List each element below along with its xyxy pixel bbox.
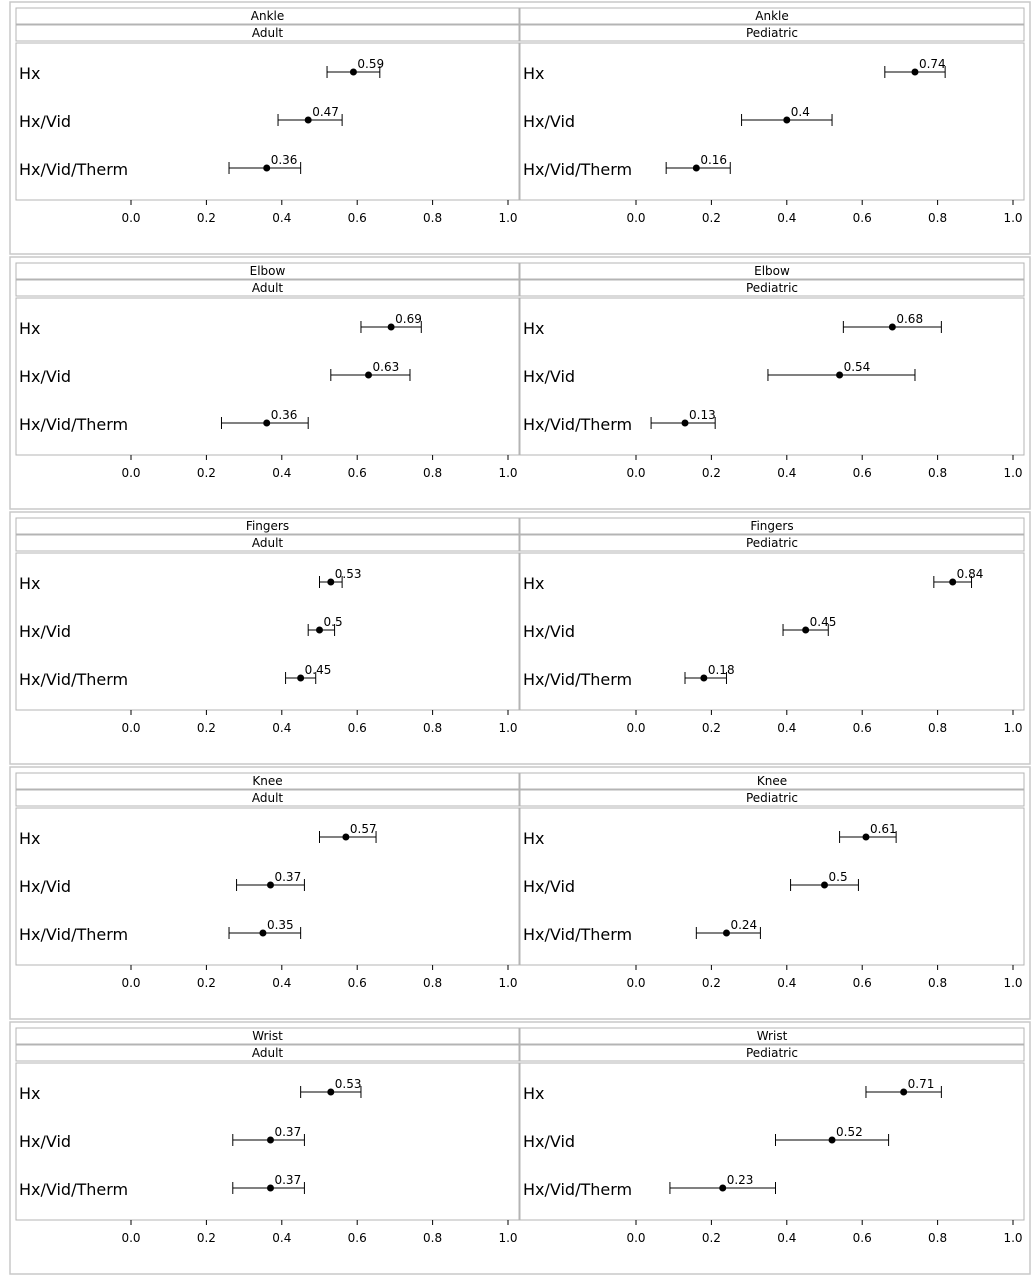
joint-header-label: Elbow — [249, 264, 286, 278]
group-header-label: Adult — [251, 26, 284, 40]
estimate-value-label: 0.37 — [274, 1173, 302, 1187]
x-tick-label: 0.4 — [272, 721, 292, 735]
row-label: Hx/Vid — [19, 877, 72, 896]
estimate-point — [862, 834, 869, 841]
x-tick-label: 0.6 — [852, 466, 872, 480]
x-tick-label: 0.4 — [272, 211, 292, 225]
row-label: Hx/Vid/Therm — [19, 1180, 129, 1199]
x-tick-label: 0.0 — [121, 721, 141, 735]
row-label: Hx/Vid — [19, 367, 72, 386]
x-tick-label: 0.2 — [196, 211, 216, 225]
x-tick-label: 0.8 — [928, 466, 948, 480]
x-tick-label: 0.6 — [347, 211, 367, 225]
estimate-point — [719, 1185, 726, 1192]
estimate-value-label: 0.37 — [274, 1125, 302, 1139]
estimate-point — [693, 165, 700, 172]
estimate-value-label: 0.45 — [304, 663, 332, 677]
x-tick-label: 0.8 — [928, 211, 948, 225]
group-header-label: Pediatric — [745, 281, 799, 295]
row-label: Hx — [19, 64, 41, 83]
x-tick-label: 0.6 — [852, 721, 872, 735]
x-tick-label: 0.8 — [423, 211, 443, 225]
x-tick-label: 0.8 — [423, 976, 443, 990]
estimate-value-label: 0.24 — [730, 918, 758, 932]
group-header-label: Adult — [251, 536, 284, 550]
x-tick-label: 0.8 — [928, 976, 948, 990]
joint-header-label: Wrist — [756, 1029, 788, 1043]
x-tick-label: 0.2 — [701, 721, 721, 735]
joint-header-label: Fingers — [750, 519, 794, 533]
estimate-value-label: 0.45 — [809, 615, 837, 629]
estimate-point — [388, 324, 395, 331]
x-tick-label: 0.8 — [928, 1231, 948, 1245]
row-label: Hx/Vid/Therm — [19, 160, 129, 179]
group-header-label: Pediatric — [745, 791, 799, 805]
x-tick-label: 1.0 — [498, 211, 518, 225]
x-tick-label: 1.0 — [498, 721, 518, 735]
estimate-point — [911, 69, 918, 76]
estimate-point — [327, 579, 334, 586]
estimate-point — [889, 324, 896, 331]
x-tick-label: 0.6 — [852, 976, 872, 990]
x-tick-label: 0.0 — [121, 976, 141, 990]
estimate-value-label: 0.16 — [700, 153, 728, 167]
x-tick-label: 0.2 — [196, 976, 216, 990]
estimate-value-label: 0.5 — [323, 615, 343, 629]
x-tick-label: 0.6 — [347, 466, 367, 480]
joint-header-label: Knee — [756, 774, 788, 788]
estimate-point — [723, 930, 730, 937]
group-header-label: Pediatric — [745, 536, 799, 550]
row-label: Hx/Vid/Therm — [19, 925, 129, 944]
panel-wrist — [10, 1022, 1030, 1274]
estimate-value-label: 0.5 — [828, 870, 848, 884]
x-tick-label: 0.4 — [777, 466, 797, 480]
row-label: Hx/Vid — [19, 1132, 72, 1151]
estimate-value-label: 0.35 — [266, 918, 294, 932]
estimate-value-label: 0.54 — [843, 360, 871, 374]
estimate-point — [682, 420, 689, 427]
estimate-point — [900, 1089, 907, 1096]
estimate-point — [836, 372, 843, 379]
estimate-value-label: 0.84 — [956, 567, 984, 581]
row-label: Hx — [523, 64, 545, 83]
estimate-value-label: 0.18 — [707, 663, 735, 677]
panel-elbow — [10, 257, 1030, 509]
estimate-point — [829, 1137, 836, 1144]
panel-fingers — [10, 512, 1030, 764]
estimate-value-label: 0.47 — [312, 105, 339, 119]
x-tick-label: 0.8 — [423, 721, 443, 735]
estimate-point — [267, 1137, 274, 1144]
row-label: Hx/Vid — [19, 112, 72, 131]
joint-header-label: Elbow — [754, 264, 790, 278]
x-tick-label: 0.6 — [852, 1231, 872, 1245]
estimate-value-label: 0.71 — [907, 1077, 935, 1091]
row-label: Hx — [19, 574, 41, 593]
group-header-label: Adult — [251, 791, 284, 805]
x-tick-label: 0.0 — [626, 466, 646, 480]
estimate-point — [327, 1089, 334, 1096]
row-label: Hx/Vid/Therm — [523, 925, 633, 944]
joint-header-label: Fingers — [245, 519, 290, 533]
estimate-value-label: 0.74 — [918, 57, 946, 71]
x-tick-label: 0.2 — [701, 466, 721, 480]
x-tick-label: 1.0 — [498, 1231, 518, 1245]
estimate-value-label: 0.53 — [334, 1077, 362, 1091]
estimate-value-label: 0.61 — [869, 822, 897, 836]
x-tick-label: 0.2 — [701, 976, 721, 990]
estimate-point — [267, 882, 274, 889]
joint-header-label: Wrist — [252, 1029, 283, 1043]
x-tick-label: 0.8 — [423, 466, 443, 480]
x-tick-label: 0.6 — [347, 976, 367, 990]
row-label: Hx/Vid — [523, 622, 576, 641]
estimate-point — [350, 69, 357, 76]
x-tick-label: 0.4 — [777, 211, 797, 225]
group-header-label: Adult — [251, 281, 284, 295]
x-tick-label: 0.4 — [272, 976, 292, 990]
x-tick-label: 0.0 — [626, 1231, 646, 1245]
panel-knee — [10, 767, 1030, 1019]
row-label: Hx/Vid/Therm — [19, 415, 129, 434]
estimate-value-label: 0.36 — [270, 153, 298, 167]
estimate-value-label: 0.63 — [372, 360, 400, 374]
estimate-point — [365, 372, 372, 379]
estimate-value-label: 0.59 — [357, 57, 385, 71]
estimate-value-label: 0.69 — [395, 312, 422, 326]
x-tick-label: 0.0 — [626, 721, 646, 735]
row-label: Hx — [523, 829, 545, 848]
x-tick-label: 0.8 — [928, 721, 948, 735]
estimate-point — [342, 834, 349, 841]
estimate-value-label: 0.53 — [334, 567, 362, 581]
x-tick-label: 1.0 — [1003, 721, 1023, 735]
x-tick-label: 0.0 — [121, 466, 141, 480]
x-tick-label: 0.0 — [626, 976, 646, 990]
estimate-value-label: 0.68 — [896, 312, 924, 326]
estimate-value-label: 0.13 — [689, 408, 716, 422]
estimate-point — [316, 627, 323, 634]
x-tick-label: 0.6 — [347, 1231, 367, 1245]
estimate-point — [783, 117, 790, 124]
estimate-value-label: 0.37 — [274, 870, 302, 884]
row-label: Hx — [19, 1084, 41, 1103]
row-label: Hx/Vid — [523, 1132, 576, 1151]
row-label: Hx — [523, 319, 545, 338]
x-tick-label: 1.0 — [1003, 1231, 1023, 1245]
group-header-label: Pediatric — [745, 26, 799, 40]
x-tick-label: 1.0 — [498, 466, 518, 480]
x-tick-label: 0.0 — [121, 211, 141, 225]
x-tick-label: 0.0 — [626, 211, 646, 225]
row-label: Hx — [19, 829, 41, 848]
x-tick-label: 0.6 — [347, 721, 367, 735]
estimate-point — [263, 165, 270, 172]
joint-header-label: Ankle — [755, 9, 789, 23]
estimate-point — [821, 882, 828, 889]
estimate-point — [267, 1185, 274, 1192]
panel-ankle — [10, 2, 1030, 254]
row-label: Hx/Vid/Therm — [19, 670, 129, 689]
x-tick-label: 0.0 — [121, 1231, 141, 1245]
row-label: Hx/Vid/Therm — [523, 1180, 633, 1199]
estimate-point — [949, 579, 956, 586]
x-tick-label: 1.0 — [1003, 976, 1023, 990]
x-tick-label: 0.2 — [701, 1231, 721, 1245]
x-tick-label: 0.2 — [701, 211, 721, 225]
estimate-value-label: 0.36 — [270, 408, 298, 422]
estimate-value-label: 0.23 — [726, 1173, 754, 1187]
row-label: Hx — [523, 574, 545, 593]
x-tick-label: 0.2 — [196, 466, 216, 480]
x-tick-label: 0.4 — [272, 1231, 292, 1245]
row-label: Hx — [19, 319, 41, 338]
estimate-point — [700, 675, 707, 682]
x-tick-label: 1.0 — [498, 976, 518, 990]
estimate-point — [305, 117, 312, 124]
estimate-value-label: 0.4 — [790, 105, 810, 119]
row-label: Hx/Vid/Therm — [523, 670, 633, 689]
row-label: Hx/Vid — [523, 367, 576, 386]
estimate-point — [297, 675, 304, 682]
estimate-value-label: 0.57 — [349, 822, 377, 836]
x-tick-label: 0.2 — [196, 1231, 216, 1245]
estimate-value-label: 0.52 — [836, 1125, 863, 1139]
estimate-point — [802, 627, 809, 634]
x-tick-label: 0.8 — [423, 1231, 443, 1245]
joint-header-label: Knee — [252, 774, 283, 788]
estimate-point — [259, 930, 266, 937]
row-label: Hx/Vid — [523, 877, 576, 896]
x-tick-label: 0.4 — [272, 466, 292, 480]
row-label: Hx/Vid/Therm — [523, 160, 633, 179]
x-tick-label: 0.4 — [777, 976, 797, 990]
group-header-label: Pediatric — [745, 1046, 799, 1060]
x-tick-label: 0.6 — [852, 211, 872, 225]
row-label: Hx/Vid — [19, 622, 72, 641]
row-label: Hx/Vid — [523, 112, 576, 131]
x-tick-label: 0.4 — [777, 1231, 797, 1245]
joint-header-label: Ankle — [250, 9, 285, 23]
group-header-label: Adult — [251, 1046, 284, 1060]
x-tick-label: 0.4 — [777, 721, 797, 735]
x-tick-label: 1.0 — [1003, 466, 1023, 480]
x-tick-label: 1.0 — [1003, 211, 1023, 225]
row-label: Hx/Vid/Therm — [523, 415, 633, 434]
estimate-point — [263, 420, 270, 427]
row-label: Hx — [523, 1084, 545, 1103]
x-tick-label: 0.2 — [196, 721, 216, 735]
